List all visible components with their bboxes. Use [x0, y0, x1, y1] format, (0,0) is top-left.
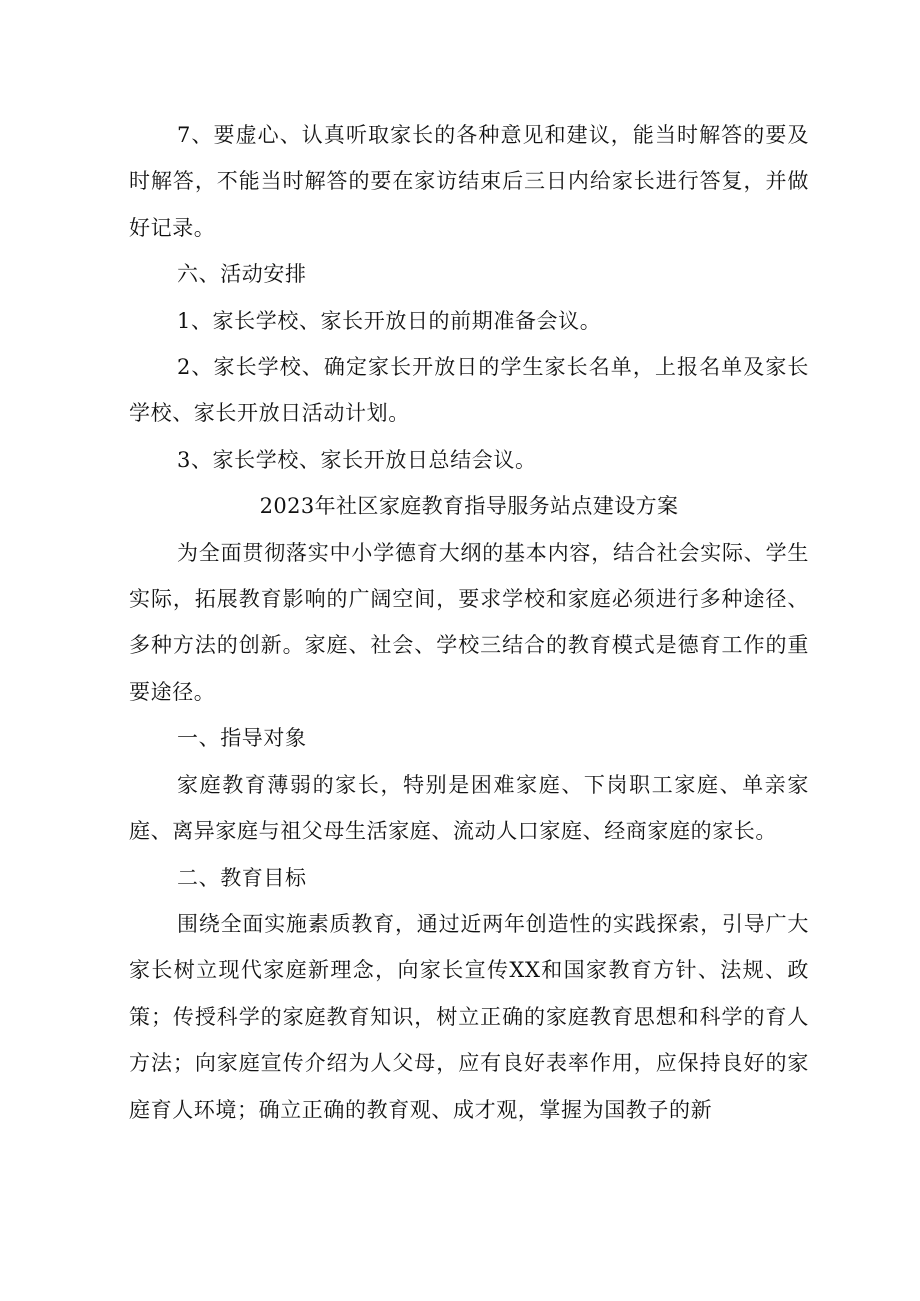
paragraph-item-7: 7、要虚心、认真听取家长的各种意见和建议，能当时解答的要及时解答，不能当时解答的要在家访结束后三日内给家长进行答复，并做好记录。: [129, 123, 809, 240]
guidance-target-paragraph: 家庭教育薄弱的家长，特别是困难家庭、下岗职工家庭、单亲家庭、离异家庭与祖父母生活家庭、流动人口家庭、经商家庭的家长。: [129, 772, 809, 844]
section-heading-activity-arrangement: 六、活动安排: [177, 262, 307, 287]
activity-item-2: 2、家长学校、确定家长开放日的学生家长名单，上报名单及家长学校、家长开放日活动计划。: [129, 355, 809, 426]
activity-item-1: 1、家长学校、家长开放日的前期准备会议。: [177, 308, 602, 333]
intro-paragraph: 为全面贯彻落实中小学德育大纲的基本内容，结合社会实际、学生实际，拓展教育影响的广阔空间，要求学校和家庭必须进行多种途径、多种方法的创新。家庭、社会、学校三结合的教育模式是德育工作的重要途径。: [129, 540, 809, 704]
activity-item-3: 3、家长学校、家长开放日总结会议。: [177, 447, 537, 472]
document-body: [129, 112, 809, 1133]
section-heading-guidance-target: 一、指导对象: [177, 726, 307, 751]
education-goals-paragraph: 围绕全面实施素质教育，通过近两年创造性的实践探索，引导广大家长树立现代家庭新理念，向家长宣传XX和国家教育方针、法规、政策；传授科学的家庭教育知识，树立正确的家庭教育思想和科学的育人方法；向家庭宣传介绍为人父母，应有良好表率作用，应保持良好的家庭育人环境；确立正确的教育观、成才观，掌握为国教子的新: [129, 911, 809, 1122]
section-heading-education-goals: 二、教育目标: [177, 865, 307, 890]
document-title: 2023年社区家庭教育指导服务站点建设方案: [259, 494, 679, 519]
